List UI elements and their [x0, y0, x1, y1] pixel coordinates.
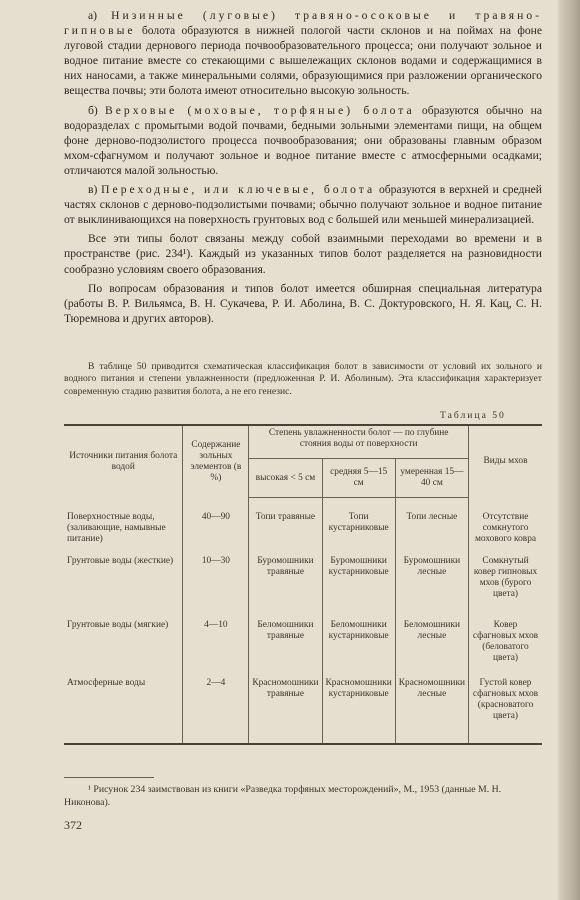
header-moderate: умеренная 15—40 см [395, 459, 468, 498]
header-ash: Содержание зольных элементов (в %) [183, 425, 249, 498]
footnote-rule [64, 777, 154, 778]
header-moisture-group: Степень увлажненности болот — по глубине стояния воды от поверхности [249, 425, 469, 459]
header-moss: Виды мхов [469, 425, 542, 498]
header-high: высокая < 5 см [249, 459, 322, 498]
table-row: Поверхностные воды, (заливающие, намывные питание) 40—90 Топи травяные Топи кустарниковые Топи лесные Отсутствие сомкнутого мохового ковра [64, 498, 542, 554]
footnote: ¹ Рисунок 234 заимствован из книги «Разведка торфяных месторождений», М., 1953 (данные М. Н. Никонова). [64, 784, 502, 808]
classification-table [64, 424, 542, 745]
small-paragraph: В таблице 50 приводится схематическая классификация болот в зависимости от условий их зольного и водного питания и степени увлажненности (предложенная Р. И. Аболиным). Эта классификация характеризует современную стадию развития болота, а не его генезис. [64, 361, 542, 397]
paragraph-b: б) Верховые (моховые, торфяные) болота образуются обычно на водоразделах с промытыми водой почвами, бедными зольными элементами пищи, на общем фоне дерново-подзолистого процесса почвообразования; они образованы главным образом мхом-сфагнумом и получают зольное и водное питание вместе с атмосферными осадками; отличаются малой зольностью. [64, 103, 543, 177]
header-source: Источники питания болота водой [64, 425, 183, 498]
term-transitional: Переходные, или ключевые, болота [101, 183, 376, 197]
table-row: Грунтовые воды (жесткие) 10—30 Буромошники травяные Буромошники кустарниковые Буромошники лесные Сомкнутый ковер гипновых мхов (бурого цвета) [64, 554, 542, 618]
paragraph-c: в) Переходные, или ключевые, болота образуются в верхней и средней частях склонов с дерново-подзолистыми почвами; обычно получают зольное и водное питание от выклинивающихся на поверхность грунтовых вод с большей или меньшей минерализацией. [64, 183, 542, 227]
main-text [64, 8, 542, 330]
header-medium: средняя 5—15 см [322, 459, 395, 498]
table-row: Грунтовые воды (мягкие) 4—10 Беломошники травяные Беломошники кустарниковые Беломошники лесные Ковер сфагновых мхов (беловатого цвета) [64, 618, 542, 676]
table-intro [64, 361, 542, 398]
page-number: 372 [64, 818, 82, 832]
paragraph-transitions: Все эти типы болот связаны между собой взаимными переходами во времени и в пространстве (рис. 234¹). Каждый из указанных типов болот разделяется на разновидности сообразно условиям своего образования. [64, 232, 542, 276]
term-lowland: Низинные (луговые) травяно-осоковые и травяно-гипновые [64, 9, 543, 38]
term-upland: Верховые (моховые, торфяные) болота [105, 103, 415, 117]
paragraph-a: а) Низинные (луговые) травяно-осоковые и травяно-гипновые болота образуются в нижней пологой части склонов и на поймах на фоне луговой стадии дернового периода почвообразовательного процесса; они получают зольное и водное питание вместе со стекающими с вышележащих склонов водами и содержащимися в них наносами, а также минеральными солями, образующимися при разложении органического вещества почвы; эти болота имеют относительно высокую зольность. [64, 9, 543, 98]
page-edge [558, 0, 580, 900]
table-row: Атмосферные воды 2—4 Красномошники травяные Красномошники кустарниковые Красномошники лесные Густой ковер сфагновых мхов (красноватого цвета) [64, 676, 542, 744]
table-caption: Таблица 50 [440, 410, 506, 421]
paragraph-literature: По вопросам образования и типов болот имеется обширная специальная литература (работы В. Р. Вильямса, В. Н. Сукачева, Р. И. Аболина, В. С. Доктуровского, Н. Я. Кац, С. Н. Тюремнова и других авторов). [64, 281, 542, 325]
